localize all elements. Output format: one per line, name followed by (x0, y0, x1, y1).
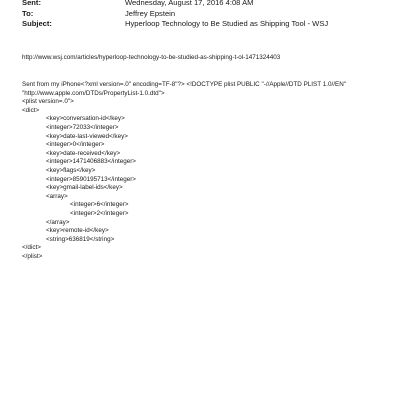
body-line-integer: <integer>8590195713</integer> (46, 175, 136, 183)
body-line-array-close: </array> (46, 218, 70, 226)
body-line-key: <key>conversation-id</key> (46, 115, 125, 123)
body-line-key: <key>date-received</key> (46, 149, 121, 157)
body-line-array-open: <array> (46, 192, 68, 200)
article-url: http://www.wsj.com/articles/hyperloop-technology-to-be-studied-as-shipping-t-ol-1471324403 (22, 54, 281, 61)
email-body (22, 81, 392, 261)
body-line-array-integer: <integer>6</integer> (70, 201, 129, 209)
subject-value: Hyperloop Technology to Be Studied as Shipping Tool - WSJ (125, 19, 329, 28)
body-line-integer: <integer>0</integer> (46, 141, 105, 149)
to-value: Jeffrey Epstein (125, 8, 176, 18)
body-line-sent-from: Sent from my iPhone<?xml version=.0" encoding=TF-8"?> <!DOCTYPE plist PUBLIC "-//Apple//DTD PLIST 1.0//EN" (22, 81, 346, 88)
to-label: To: (22, 8, 34, 18)
sent-label: Sent: (22, 0, 41, 7)
body-line-key: <key>date-last-viewed</key> (46, 132, 128, 140)
sent-row (22, 0, 392, 9)
body-line-dtd-url: "http://www.apple.com/DTDs/PropertyList-1.0.dtd"> (22, 89, 165, 97)
email-header (22, 0, 392, 30)
body-line-plist-close: </plist> (22, 252, 43, 260)
to-row (22, 9, 392, 20)
body-line-key: <key>remote-id</key> (46, 227, 109, 235)
subject-label: Subject: (22, 19, 52, 28)
body-line-dict-close: </dict> (22, 244, 41, 252)
body-line-plist-open: <plist version=.0"> (22, 98, 74, 106)
body-line-key: <key>flags</key> (46, 166, 96, 174)
body-line-dict-open: <dict> (22, 106, 40, 114)
sent-value: Wednesday, August 17, 2016 4:08 AM (125, 0, 254, 7)
body-line-key: <key>gmail-label-ids</key> (46, 184, 123, 192)
body-line-string: <string>636819</string> (46, 235, 115, 243)
body-line-integer: <integer>1471406883</integer> (46, 158, 136, 166)
body-line-array-integer: <integer>2</integer> (70, 209, 129, 217)
body-line-integer: <integer>72033</integer> (46, 123, 119, 131)
subject-row (22, 19, 392, 30)
